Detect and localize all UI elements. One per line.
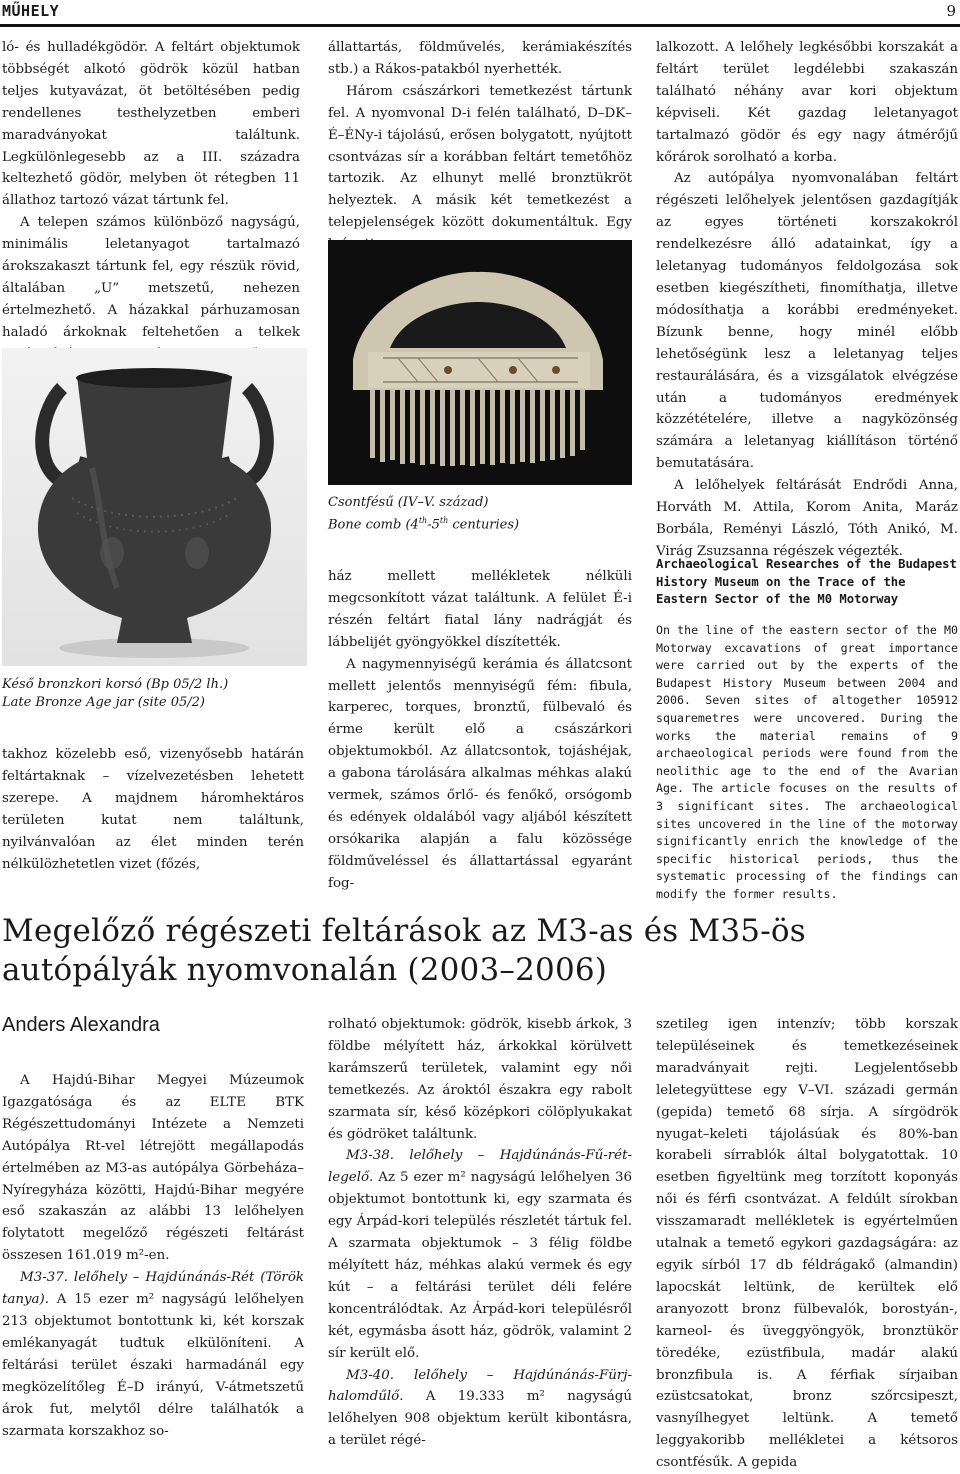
comb-caption-en-part: Bone comb (4 xyxy=(328,517,419,533)
jar-caption xyxy=(2,676,302,712)
paragraph: lalkozott. A lelőhely legkésőbbi korszakát a feltárt terület legdélebbi szakaszán található néhány avar kori objektum képviseli. Két gazdag leletanyagot tartalmazó gödör és egy nagy átmérőjű kőrárok sorolható a korba. xyxy=(656,40,958,165)
paragraph xyxy=(328,1365,632,1453)
comb-caption-en-sup: th xyxy=(418,516,428,525)
jar-caption-hu: Késő bronzkori korsó (Bp 05/2 lh.) xyxy=(2,677,229,692)
paragraph: rolható objektumok: gödrök, kisebb árkok, 3 földbe mélyített ház, árkokkal körülvett karámszerű területek, valamint egy női temetkezés. Az ároktól északra egy rabolt szarmata sír, késő középkori cölöplyukakat és gödröket találtunk. xyxy=(328,1017,632,1142)
comb-caption-hu: Csontfésű (IV–V. század) xyxy=(328,495,489,510)
paragraph: ház mellett mellékletek nélküli megcsonkított vázat találtunk. A felület É-i részén feltárt fiatal lány nadrágját és lábbelijét gyöngyökkel díszítették. xyxy=(328,569,632,650)
site-heading: M3-40. lelőhely – Hajdúnánás-Fürj-halomdűlő. xyxy=(328,1367,632,1405)
column-2-bottom xyxy=(328,566,632,895)
paragraph-text: A 15 ezer m² nagyságú lelőhelyen 213 objektumot bontottunk ki, két korszak emlékanyagát tudtuk elkülöníteni. A feltárási terület északi harmadánál egy megközelítőleg É–D irányú, V-átmetszetű árok fut, melytől délre találhatók a szarmata korszakhoz so- xyxy=(2,1292,304,1439)
english-abstract-title: Archaeological Researches of the Budapest History Museum on the Trace of the Eastern Sector of the M0 Motorway xyxy=(656,557,957,606)
paragraph: A telepen számos különböző nagyságú, minimális leletanyagot tartalmazó árokszakaszt tártunk fel, egy részük rövid, általában „U” metszetű, nehezen értelmezhető. A házakkal párhuzamosan haladó árkoknak feltehetően a telkek xyxy=(2,215,300,340)
site-heading: M3-38. lelőhely – Hajdúnánás-Fű-rét-legelő. xyxy=(328,1148,632,1186)
article2-column-3 xyxy=(656,1014,958,1474)
paragraph: A nagymennyiségű kerámia és állatcsont mellett jelentős mennyiségű fém: fibula, karperec, torques, bronztű, fülbevaló és érme került elő a császárkori objektumokból. Az állatcsontok, tojáshéjak, a gabona tárolására alkalmas méhkas alakú vermek, számos őrlő- és fenőkő, orsógomb és edények oldalából vagy aljából készített orsókarika alapján a falu közössége földműveléssel és állattartással egyaránt fog- xyxy=(328,656,632,891)
column-3-top xyxy=(656,37,958,563)
paragraph-text: A 19.333 m² nagyságú lelőhelyen 908 objektum került kibontásra, a terület régé- xyxy=(328,1389,632,1449)
paragraph: A lelőhelyek feltárását Endrődi Anna, Horváth M. Attila, Korom Anita, Maráz Borbála, Reményi László, Tóth Anikó, M. Virág Zsuzsanna régészek végezték. xyxy=(656,478,958,559)
jar-caption-en: Late Bronze Age jar (site 05/2) xyxy=(2,695,205,710)
comb-image xyxy=(328,240,632,485)
column-1-top xyxy=(2,37,300,388)
paragraph: Három császárkori temetkezést tártunk fel. A nyomvonal D-i felén található, D–DK–É–ÉNy-i tájolású, erősen bolygatott, nyújtott csontvázas sír a korábban feltárt temetőhöz tartozik. Az elhunyt mellé bronztükröt helyeztek. A másik két temetkezést a telepjelenségek között dokumentáltuk. Egy xyxy=(328,83,632,231)
article-title-line: autópályák nyomvonalán (2003–2006) xyxy=(2,952,608,988)
paragraph: Az autópálya nyomvonalában feltárt régészeti lelőhelyek jelentősen gazdagítják az egyes történeti korszakokról rendelkezésre álló adatainkat, így a leletanyag tudományos feldolgozása sok esetben kiegészítheti, finomíthatja, illetve módosíthatja a korábbi eredményeket. Bízunk benne, hogy minél előbb lehetőségünk lesz a leletanyag teljes restaurálására, és a vizsgálatok elvégzése után a tudományos eredmények közzétételére, illetve a nagyközönség számára a leletanyag kiállításon történő bemutatására. xyxy=(656,171,958,472)
comb-caption xyxy=(328,494,632,534)
paragraph: szetileg igen intenzív; több korszak településeinek és temetkezéseinek maradványait rejti. Legjelentősebb leletegyüttese egy V–VI. századi germán (gepida) temető 68 sírja. A sírgödrök nyugat–keleti tájolásúak és 80%-ban korabeli sírrablók által bolygatottak. 10 esetben figyeltünk meg torzított koponyás női és férfi csontvázat. A feldúlt sírokban visszamaradt mellékletek is egyértelműen utalnak a temető egykori gazdagságára: az egyik sírból 17 db féldrágakő (almandin) lapocskát leltünk, de kerültek elő aranyozott bronz fülbevalók, borostyán-, karneol- és üveggyöngyök, bronztükör töredéke, ezüstfibula, madár alakú bronzfibula is. A férfiak sírjaiban ezüstcsatokat, bronz szőrcsipeszt, vasnyílhegyet leltünk. A temető leggyakoribb mellékletei a kétsoros csontfésűk. A gepida xyxy=(656,1017,958,1471)
article2-column-1 xyxy=(2,1070,304,1442)
page-header-section: MŰHELY xyxy=(2,2,60,20)
article2-column-2 xyxy=(328,1014,632,1452)
paragraph: állattartás, földművelés, kerámiakészítés stb.) a Rákos-patakból nyerhették. xyxy=(328,40,632,77)
article-title xyxy=(2,912,806,990)
header-rule xyxy=(0,24,960,27)
late-bronze-age-jar-photo xyxy=(2,348,307,666)
comb-caption-en-sup: th xyxy=(439,516,449,525)
comb-caption-en xyxy=(328,512,632,534)
column-2-top xyxy=(328,37,632,256)
bone-comb-photo xyxy=(328,240,632,485)
article-title-line: Megelőző régészeti feltárások az M3-as és M35-ös xyxy=(2,913,806,949)
paragraph: ló- és hulladékgödör. A feltárt objektumok többségét alkotó gödrök közül hatban teljes kutyavázat, öt betöltésében pedig rendellenes testhelyzetben emberi maradványokat találtunk. Legkülönlegesebb az a III. századra keltezhető gödör, melyben öt rétegben 11 állathoz tartozó vázat tártunk fel. xyxy=(2,40,300,209)
jar-image xyxy=(2,348,307,666)
paragraph xyxy=(328,1145,632,1364)
english-abstract-body: On the line of the eastern sector of the M0 Motorway excavations of great importance were carried out by the experts of the Budapest History Museum between 2004 and 2006. Seven sites of altogether 105912 squaremetres were uncovered. During the works the material remains of 9 archaeological periods were found from the neolithic age to the end of the Avarian Age. The article focuses on the results of 3 significant sites. The archaeological sites uncovered in the line of the motorway significantly enrich the knowledge of the specific historical periods, thus the systematic processing of the findings can modify the former results. xyxy=(656,623,958,901)
paragraph xyxy=(2,1267,304,1442)
comb-caption-en-part: centuries) xyxy=(448,517,520,533)
page-number: 9 xyxy=(946,2,956,20)
paragraph: A Hajdú-Bihar Megyei Múzeumok Igazgatósága és az ELTE BTK Régészettudományi Intézete a Nemzeti Autópálya Rt-vel létrejött megállapodás értelmében az M3-as autópálya Görbeháza–Nyíregyháza közötti, Hajdú-Bihar megyére eső szakaszán az alábbi 13 lelőhelyen folytatott megelőző régészeti feltárást összesen 161.019 m²-en. xyxy=(2,1073,304,1264)
paragraph: takhoz közelebb eső, vizenyősebb határán feltártaknak – vízelvezetésben lehetett szerepe. A majdnem háromhektáros területen kutat nem találtunk, nyilvánvalóan az élet minden terén nélkülözhetetlen vizet (főzés, xyxy=(2,747,304,872)
site-heading: M3-37. lelőhely – Hajdúnánás-Rét (Török tanya). xyxy=(2,1270,304,1308)
article-author: Anders Alexandra xyxy=(2,1014,160,1036)
paragraph-text: Az 5 ezer m² nagyságú lelőhelyen 36 objektumot bontottunk ki, egy szarmata és egy Árpád-kori település részletét tártuk fel. A szarmata objektumok – 3 félig földbe mélyített ház, méhkas alakú vermek és egy kút – a feltárási terület déli felére koncentrálódtak. Az Árpád-kori településről két, egymásba ásott ház, gödrök, valamint 2 sír került elő. xyxy=(328,1170,632,1361)
column-1-bottom xyxy=(2,744,304,875)
comb-caption-en-part: -5 xyxy=(427,517,440,533)
